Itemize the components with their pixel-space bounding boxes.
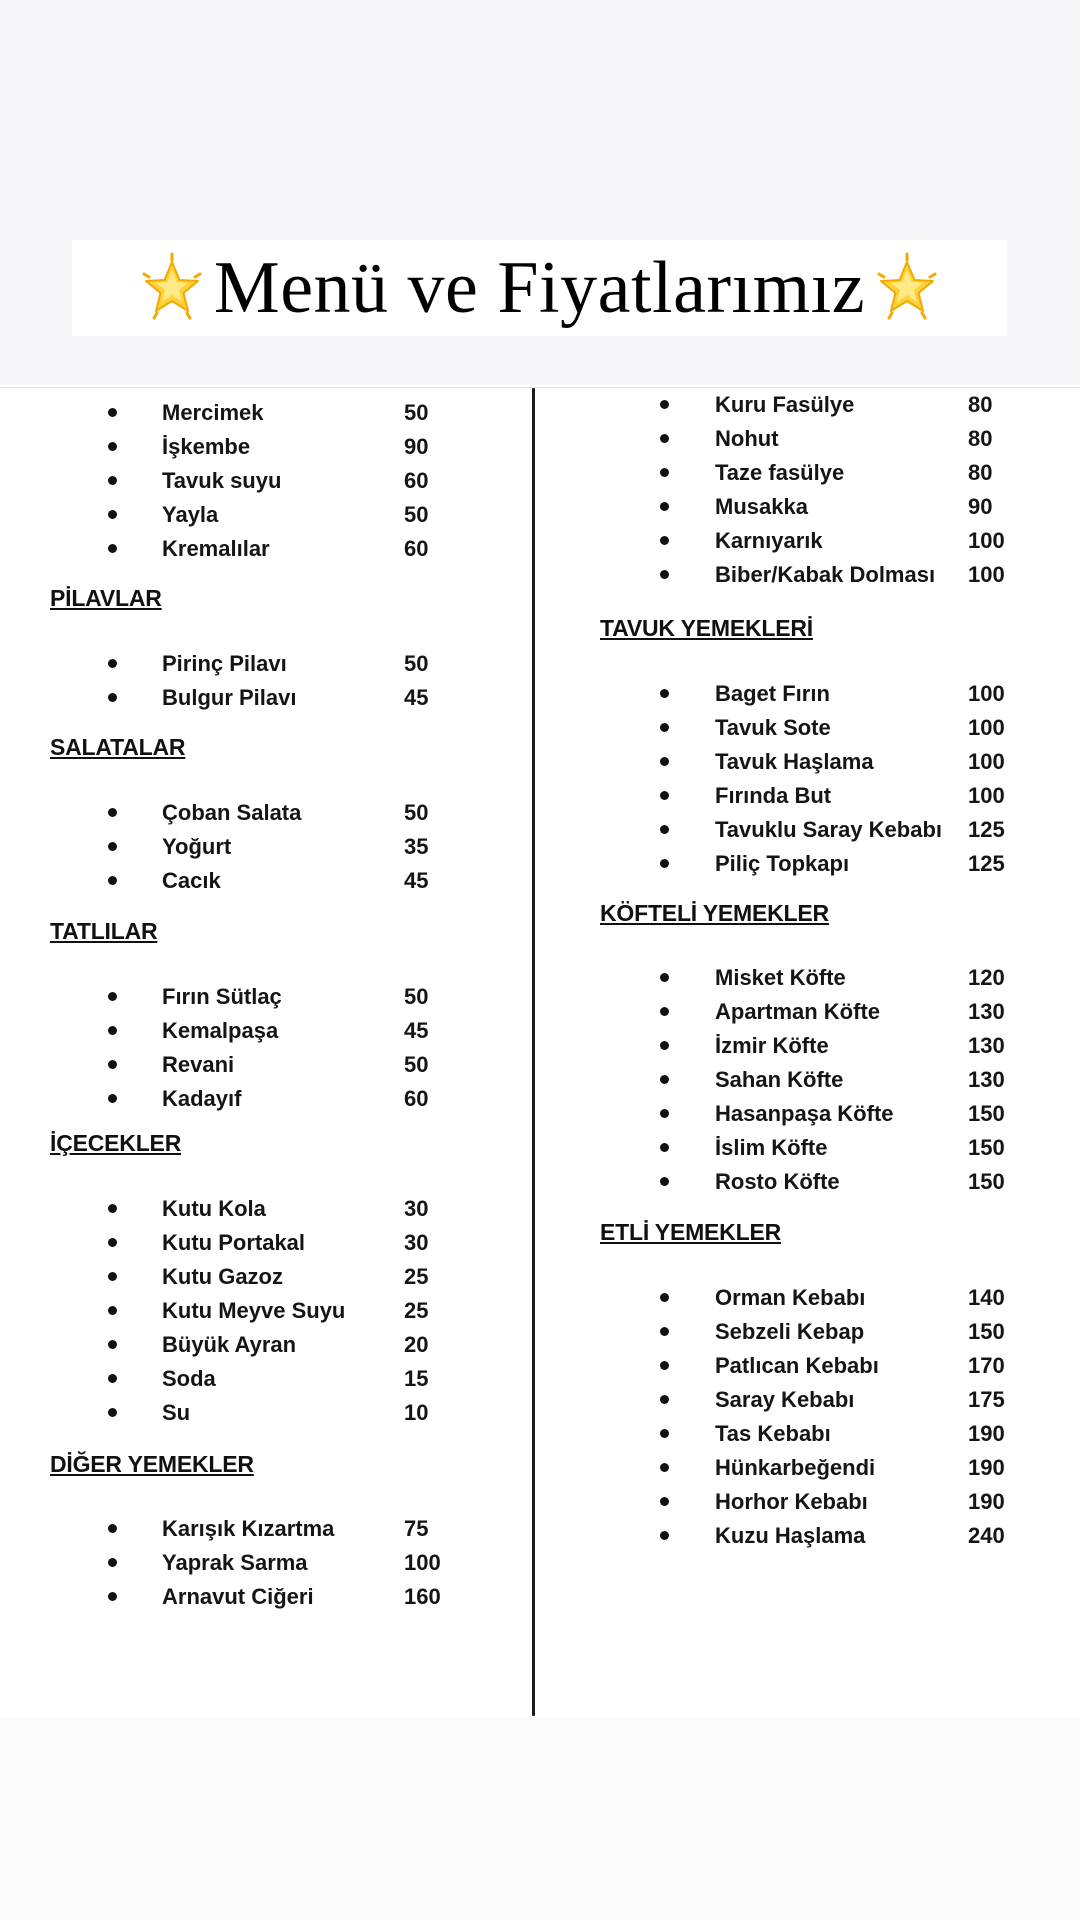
menu-item-price: 50 — [404, 800, 429, 825]
bullet-icon — [108, 1204, 117, 1213]
menu-item-pirinc-pilavi — [0, 649, 1080, 679]
menu-item-price: 100 — [968, 749, 1005, 774]
bullet-icon — [660, 570, 669, 579]
menu-item-price: 190 — [968, 1455, 1005, 1480]
bullet-icon — [108, 1272, 117, 1281]
bullet-icon — [660, 723, 669, 732]
menu-item-izmir-kofte — [0, 1031, 1080, 1061]
menu-item-price: 60 — [404, 1086, 429, 1111]
bullet-icon — [660, 859, 669, 868]
menu-item-name: Orman Kebabı — [715, 1285, 866, 1310]
menu-item-price: 170 — [968, 1353, 1005, 1378]
menu-item-name: Tas Kebabı — [715, 1421, 831, 1446]
bullet-icon — [660, 1177, 669, 1186]
menu-item-name: Kremalılar — [162, 536, 270, 561]
bullet-icon — [660, 1531, 669, 1540]
menu-item-price: 15 — [404, 1366, 429, 1391]
menu-item-name: Büyük Ayran — [162, 1332, 297, 1357]
menu-item-price: 50 — [404, 984, 429, 1009]
menu-item-tavuklu-saray-kebabi — [0, 815, 1080, 845]
menu-item-price: 100 — [968, 528, 1005, 553]
menu-item-kutu-portakal — [0, 1228, 1080, 1258]
menu-item-name: Patlıcan Kebabı — [715, 1353, 879, 1378]
menu-item-name: Fırında But — [715, 783, 832, 808]
menu-item-name: Revani — [162, 1052, 235, 1077]
menu-item-price: 190 — [968, 1421, 1005, 1446]
page-title: Menü ve Fiyatlarımız — [213, 247, 866, 329]
menu-item-price: 60 — [404, 536, 429, 561]
menu-item-kuzu-haslama — [0, 1521, 1080, 1551]
menu-item-price: 80 — [968, 426, 993, 451]
menu-item-price: 60 — [404, 468, 429, 493]
menu-item-name: Hasanpaşa Köfte — [715, 1101, 894, 1126]
menu-item-name: İslim Köfte — [715, 1135, 828, 1160]
menu-item-price: 35 — [404, 834, 429, 859]
bullet-icon — [660, 1109, 669, 1118]
bullet-icon — [660, 1075, 669, 1084]
menu-item-name: Saray Kebabı — [715, 1387, 855, 1412]
section-heading: DİĞER YEMEKLER — [50, 1451, 254, 1477]
menu-item-kutu-kola — [0, 1194, 1080, 1224]
bullet-icon — [660, 536, 669, 545]
menu-item-misket-kofte — [0, 963, 1080, 993]
menu-item-price: 45 — [404, 868, 429, 893]
menu-item-price: 20 — [404, 1332, 429, 1357]
bullet-icon — [108, 1592, 117, 1601]
bullet-icon — [660, 1293, 669, 1302]
menu-item-price: 240 — [968, 1523, 1005, 1548]
menu-item-orman-kebabi — [0, 1283, 1080, 1313]
menu-item-price: 100 — [968, 562, 1005, 587]
menu-item-price: 50 — [404, 1052, 429, 1077]
star-icon — [871, 252, 943, 324]
menu-item-name: Taze fasülye — [715, 460, 845, 485]
menu-item-name: Cacık — [162, 868, 221, 893]
menu-item-patlican-kebabi — [0, 1351, 1080, 1381]
menu-item-musakka — [0, 492, 1080, 522]
menu-item-arnavut-cigeri — [0, 1582, 1080, 1612]
menu-item-islim-kofte — [0, 1133, 1080, 1163]
menu-item-price: 140 — [968, 1285, 1005, 1310]
menu-item-tavuk-haslama — [0, 747, 1080, 777]
menu-item-name: Kutu Meyve Suyu — [162, 1298, 346, 1323]
menu-item-price: 80 — [968, 392, 993, 417]
menu-item-price: 30 — [404, 1230, 429, 1255]
section-heading: İÇECEKLER — [50, 1130, 182, 1156]
menu-item-name: Karnıyarık — [715, 528, 823, 553]
bullet-icon — [660, 825, 669, 834]
bullet-icon — [660, 1395, 669, 1404]
menu-item-price: 175 — [968, 1387, 1005, 1412]
menu-item-name: Bulgur Pilavı — [162, 685, 297, 710]
menu-item-nohut — [0, 424, 1080, 454]
bullet-icon — [660, 973, 669, 982]
menu-item-name: Yayla — [162, 502, 219, 527]
menu-item-price: 130 — [968, 1067, 1005, 1092]
bullet-icon — [660, 1143, 669, 1152]
menu-item-name: Kutu Gazoz — [162, 1264, 283, 1289]
menu-item-firinda-but — [0, 781, 1080, 811]
menu-item-kuru-fasulye — [0, 390, 1080, 420]
menu-item-price: 50 — [404, 502, 429, 527]
section-heading: TAVUK YEMEKLERİ — [600, 615, 813, 641]
menu-item-name: İzmir Köfte — [715, 1033, 829, 1058]
menu-item-price: 150 — [968, 1101, 1005, 1126]
menu-item-rosto-kofte — [0, 1167, 1080, 1197]
menu-item-yaprak-sarma — [0, 1548, 1080, 1578]
menu-item-biber-kabak-dolmasi — [0, 560, 1080, 590]
menu-item-name: Sebzeli Kebap — [715, 1319, 865, 1344]
bullet-icon — [660, 400, 669, 409]
bullet-icon — [660, 757, 669, 766]
menu-item-name: Tavuk Sote — [715, 715, 831, 740]
menu-item-name: Kuru Fasülye — [715, 392, 855, 417]
menu-item-price: 45 — [404, 685, 429, 710]
menu-item-horhor-kebabi — [0, 1487, 1080, 1517]
menu-item-karniyarik — [0, 526, 1080, 556]
menu-item-sahan-kofte — [0, 1065, 1080, 1095]
menu-item-price: 100 — [968, 681, 1005, 706]
bullet-icon — [660, 502, 669, 511]
menu-item-price: 100 — [968, 715, 1005, 740]
menu-item-price: 45 — [404, 1018, 429, 1043]
menu-item-price: 150 — [968, 1135, 1005, 1160]
menu-item-name: Sahan Köfte — [715, 1067, 844, 1092]
menu-item-name: Arnavut Ciğeri — [162, 1584, 314, 1609]
section-heading: PİLAVLAR — [50, 585, 162, 611]
menu-item-name: Tavuk suyu — [162, 468, 282, 493]
menu-item-price: 125 — [968, 817, 1005, 842]
menu-item-price: 160 — [404, 1584, 441, 1609]
menu-item-price: 90 — [968, 494, 993, 519]
menu-item-name: Yaprak Sarma — [162, 1550, 308, 1575]
menu-item-name: Pirinç Pilavı — [162, 651, 287, 676]
menu-item-apartman-kofte — [0, 997, 1080, 1027]
bullet-icon — [660, 468, 669, 477]
menu-item-name: Rosto Köfte — [715, 1169, 840, 1194]
bullet-icon — [660, 1361, 669, 1370]
menu-item-name: Fırın Sütlaç — [162, 984, 282, 1009]
menu-item-price: 120 — [968, 965, 1005, 990]
menu-item-name: Kutu Kola — [162, 1196, 266, 1221]
bullet-icon — [660, 1429, 669, 1438]
menu-item-name: İşkembe — [162, 434, 251, 459]
menu-item-name: Kuzu Haşlama — [715, 1523, 866, 1548]
menu-item-hunkarbegendi — [0, 1453, 1080, 1483]
menu-item-price: 75 — [404, 1516, 429, 1541]
menu-item-name: Yoğurt — [162, 834, 232, 859]
menu-item-name: Baget Fırın — [715, 681, 830, 706]
menu-item-price: 50 — [404, 400, 429, 425]
menu-item-price: 130 — [968, 999, 1005, 1024]
menu-item-name: Biber/Kabak Dolması — [715, 562, 936, 587]
bullet-icon — [660, 1497, 669, 1506]
menu-item-pilic-topkapi — [0, 849, 1080, 879]
bullet-icon — [108, 1238, 117, 1247]
menu-item-tavuk-sote — [0, 713, 1080, 743]
menu-item-price: 25 — [404, 1264, 429, 1289]
menu-item-name: Misket Köfte — [715, 965, 846, 990]
menu-item-price: 150 — [968, 1319, 1005, 1344]
menu-item-price: 10 — [404, 1400, 429, 1425]
menu-item-tas-kebabi — [0, 1419, 1080, 1449]
menu-item-name: Kadayıf — [162, 1086, 242, 1111]
menu-item-price: 80 — [968, 460, 993, 485]
menu-item-baget-firin — [0, 679, 1080, 709]
menu-item-name: Karışık Kızartma — [162, 1516, 335, 1541]
menu-item-price: 100 — [968, 783, 1005, 808]
menu-item-taze-fasulye — [0, 458, 1080, 488]
menu-item-price: 50 — [404, 651, 429, 676]
menu-item-price: 190 — [968, 1489, 1005, 1514]
menu-item-sebzeli-kebap — [0, 1317, 1080, 1347]
menu-item-price: 25 — [404, 1298, 429, 1323]
menu-item-name: Tavuklu Saray Kebabı — [715, 817, 943, 842]
menu-item-name: Tavuk Haşlama — [715, 749, 874, 774]
section-heading: KÖFTELİ YEMEKLER — [600, 900, 829, 926]
menu-item-price: 150 — [968, 1169, 1005, 1194]
title-banner — [72, 240, 1007, 336]
menu-item-name: Mercimek — [162, 400, 264, 425]
menu-item-name: Kemalpaşa — [162, 1018, 279, 1043]
menu-item-name: Nohut — [715, 426, 779, 451]
menu-item-name: Kutu Portakal — [162, 1230, 306, 1255]
menu-item-name: Musakka — [715, 494, 808, 519]
menu-item-name: Apartman Köfte — [715, 999, 881, 1024]
bullet-icon — [660, 1007, 669, 1016]
bullet-icon — [660, 1041, 669, 1050]
menu-item-saray-kebabi — [0, 1385, 1080, 1415]
menu-item-price: 90 — [404, 434, 429, 459]
section-heading: ETLİ YEMEKLER — [600, 1219, 781, 1245]
footer-area — [0, 1717, 1080, 1919]
bullet-icon — [660, 434, 669, 443]
menu-item-price: 130 — [968, 1033, 1005, 1058]
menu-item-price: 30 — [404, 1196, 429, 1221]
menu-item-name: Piliç Topkapı — [715, 851, 850, 876]
menu-item-name: Çoban Salata — [162, 800, 302, 825]
menu-item-name: Su — [162, 1400, 191, 1425]
menu-item-name: Horhor Kebabı — [715, 1489, 868, 1514]
section-heading: TATLILAR — [50, 918, 158, 944]
menu-item-name: Hünkarbeğendi — [715, 1455, 876, 1480]
bullet-icon — [108, 1558, 117, 1567]
menu-item-name: Soda — [162, 1366, 216, 1391]
bullet-icon — [660, 791, 669, 800]
menu-item-price: 100 — [404, 1550, 441, 1575]
menu-item-hasanpasa-kofte — [0, 1099, 1080, 1129]
bullet-icon — [660, 1463, 669, 1472]
bullet-icon — [660, 1327, 669, 1336]
bullet-icon — [108, 659, 117, 668]
star-icon — [136, 252, 208, 324]
bullet-icon — [660, 689, 669, 698]
menu-item-price: 125 — [968, 851, 1005, 876]
section-heading: SALATALAR — [50, 734, 186, 760]
